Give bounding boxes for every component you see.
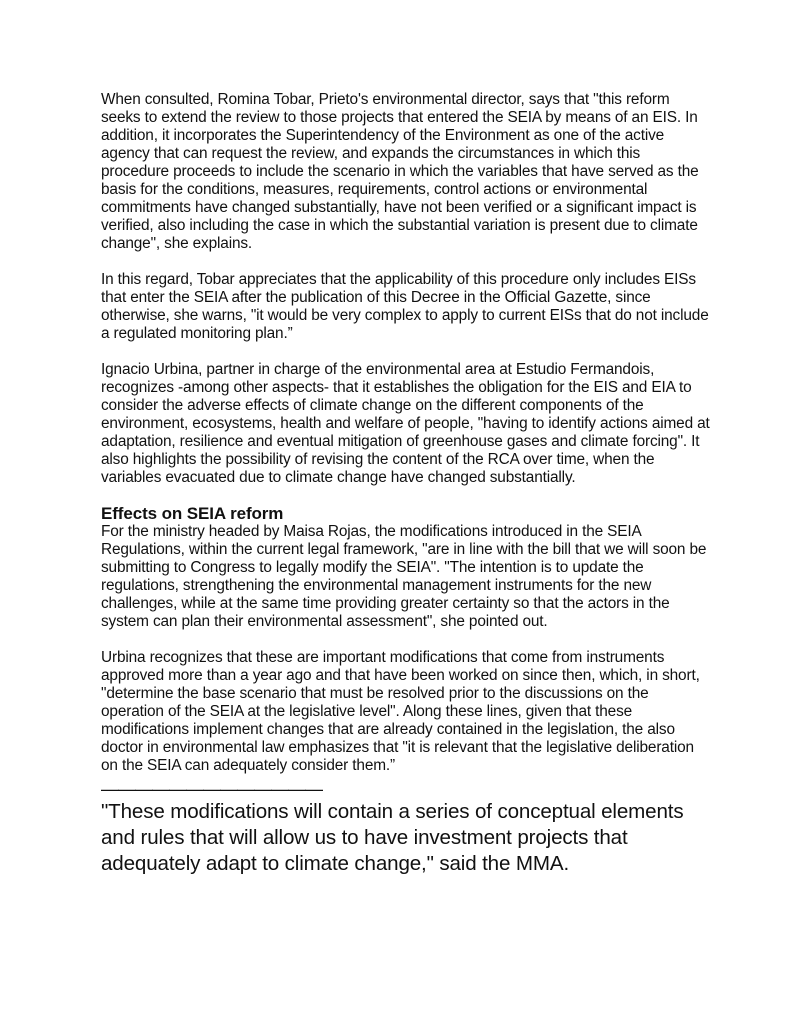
paragraph-ministry: For the ministry headed by Maisa Rojas, the modifications introduced in the SEIA Regulations, within the current legal framework, "are in line with the bill that we will soon be submitting to Congress to legally modify the SEIA". "The intention is to update the regulations, strengthening the environmental management instruments for the new challenges, while at the same time providing greater certainty so that the actors in the system can plan their environmental assessment", she pointed out.: [101, 523, 707, 630]
section-effects-on-seia: [101, 505, 711, 775]
paragraph-tobar-applicability: In this regard, Tobar appreciates that the applicability of this procedure only includes EISs that enter the SEIA after the publication of this Decree in the Official Gazette, since otherwise, she warns, "it would be very complex to apply to current EISs that do not include a regulated monitoring plan.”: [101, 271, 709, 342]
document-page: [101, 91, 711, 877]
paragraph-tobar-reform: When consulted, Romina Tobar, Prieto's environmental director, says that "this reform seeks to extend the review to those projects that entered the SEIA by means of an EIS. In addition, it incorporates the Superintendency of the Environment as one of the active agency that can request the review, and expands the circumstances in which this procedure proceeds to include the scenario in which the variables that have served as the basis for the conditions, measures, requirements, control actions or environmental commitments have changed substantially, have not been verified or a significant impact is verified, also including the case in which the substantial variation is present due to climate change", she explains.: [101, 91, 699, 252]
paragraph-urbina-modifications: Urbina recognizes that these are important modifications that come from instruments approved more than a year ago and that have been worked on since then, which, in short, "determine the base scenario that must be resolved prior to the discussions on the operation of the SEIA at the legislative level". Along these lines, given that these modifications implement changes that are already contained in the legislation, the also doctor in environmental law emphasizes that "it is relevant that the legislative deliberation on the SEIA can adequately consider them.”: [101, 649, 700, 774]
paragraph-urbina-obligations: Ignacio Urbina, partner in charge of the environmental area at Estudio Fermandois, recognizes -among other aspects- that it establishes the obligation for the EIS and EIA to consider the adverse effects of climate change on the different components of the environment, ecosystems, health and welfare of people, "having to identify actions aimed at adaptation, resilience and eventual mitigation of greenhouse gases and climate forcing". It also highlights the possibility of revising the content of the RCA over time, when the variables evacuated due to climate change have changed substantially.: [101, 361, 710, 486]
pull-quote: "These modifications will contain a series of conceptual elements and rules that will allow us to have investment projects that adequately adapt to climate change," said the MMA.: [101, 800, 684, 875]
separator-dashes: —————————————: [101, 779, 322, 799]
section-heading: Effects on SEIA reform: [101, 504, 284, 523]
